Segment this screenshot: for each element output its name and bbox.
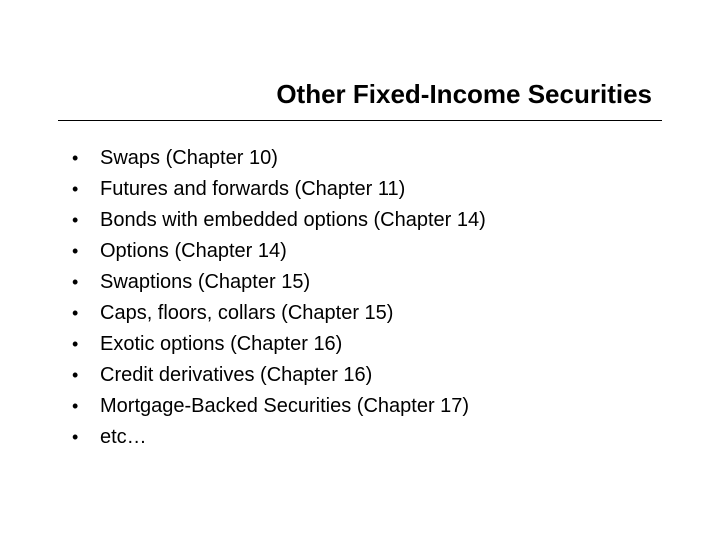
bullet-icon: •	[72, 179, 79, 199]
bullet-icon: •	[72, 148, 79, 168]
list-item	[72, 174, 486, 205]
list-item-text: etc…	[100, 426, 147, 448]
title-divider	[58, 120, 662, 121]
bullet-list	[72, 143, 486, 453]
list-item	[72, 267, 486, 298]
list-item-text: Options (Chapter 14)	[100, 240, 287, 262]
bullet-icon: •	[72, 241, 79, 261]
bullet-icon: •	[72, 334, 79, 354]
bullet-icon: •	[72, 396, 79, 416]
list-item-text: Exotic options (Chapter 16)	[100, 333, 343, 355]
list-item-text: Credit derivatives (Chapter 16)	[100, 364, 373, 386]
list-item-text: Swaptions (Chapter 15)	[100, 271, 311, 293]
list-item	[72, 143, 486, 174]
slide-title: Other Fixed-Income Securities	[276, 79, 652, 109]
list-item-text: Bonds with embedded options (Chapter 14)	[100, 209, 486, 231]
bullet-icon: •	[72, 427, 79, 447]
bullet-icon: •	[72, 272, 79, 292]
list-item-text: Futures and forwards (Chapter 11)	[100, 178, 406, 200]
list-item	[72, 391, 486, 422]
list-item	[72, 422, 486, 453]
list-item	[72, 236, 486, 267]
list-item-text: Caps, floors, collars (Chapter 15)	[100, 302, 394, 324]
list-item	[72, 298, 486, 329]
bullet-icon: •	[72, 210, 79, 230]
bullet-icon: •	[72, 303, 79, 323]
list-item	[72, 360, 486, 391]
list-item-text: Swaps (Chapter 10)	[100, 147, 278, 169]
list-item	[72, 329, 486, 360]
list-item	[72, 205, 486, 236]
list-item-text: Mortgage-Backed Securities (Chapter 17)	[100, 395, 470, 417]
bullet-icon: •	[72, 365, 79, 385]
